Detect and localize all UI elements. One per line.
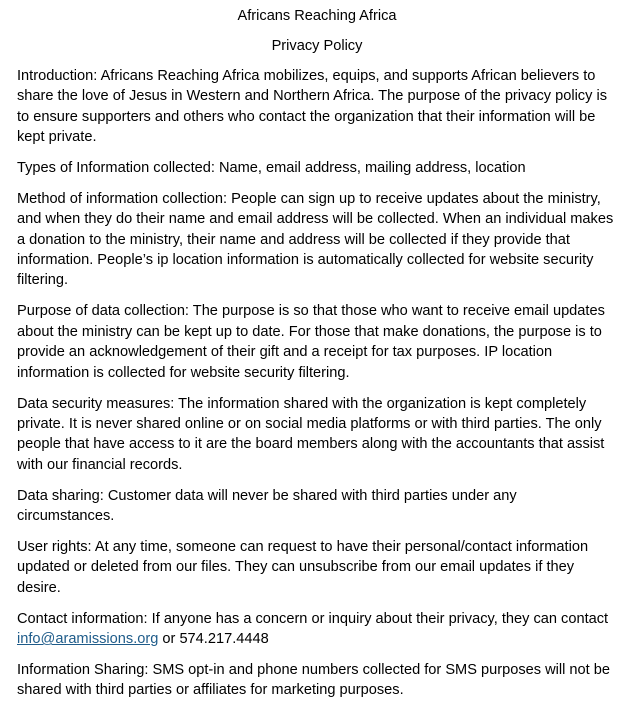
organization-name: Africans Reaching Africa: [237, 8, 397, 24]
section-types-of-information: Types of Information collected: Name, email address, mailing address, location: [17, 159, 526, 176]
email-link[interactable]: info@aramissions.org: [17, 631, 159, 648]
contact-phone: or 574.217.4448: [158, 631, 269, 648]
contact-prefix: Contact information: If anyone has a concern or inquiry about their privacy, they can contact: [17, 610, 609, 627]
document-title: Privacy Policy: [271, 38, 363, 55]
section-user-rights: User rights: At any time, someone can request to have their personal/contact information updated or deleted from our files. They can unsubscribe from our email updates if they desire.: [17, 538, 589, 596]
section-contact-information: [17, 609, 617, 650]
section-collection-method: Method of information collection: People can sign up to receive updates about the ministry, and when they do their name and email address will be collected. When an individual makes a donation to the ministry, their name and address will be collected if they provide that information. People’s ip location information is automatically collected for website security filtering.: [17, 190, 614, 289]
section-security-measures: Data security measures: The information shared with the organization is kept completely private. It is never shared online or on social media platforms or with third parties. The only people that have access to it are the board members along with the accountants that assist with our financial records.: [17, 395, 605, 473]
section-introduction: Introduction: Africans Reaching Africa mobilizes, equips, and supports African believers to share the love of Jesus in Western and Northern Africa. The purpose of the privacy policy is to ensure supporters and others who contact the organization that their information will be kept private.: [17, 67, 607, 146]
section-data-sharing: Data sharing: Customer data will never be shared with third parties under any circumstances.: [17, 487, 517, 525]
section-collection-purpose: Purpose of data collection: The purpose is so that those who want to receive email updates about the ministry can be kept up to date. For those that make donations, the purpose is to provide an acknowledgement of their gift and a receipt for tax purposes. IP location information is collected for website security filtering.: [17, 303, 605, 381]
section-sms-information-sharing: Information Sharing: SMS opt-in and phone numbers collected for SMS purposes will not be shared with third parties or affiliates for marketing purposes.: [17, 661, 610, 699]
